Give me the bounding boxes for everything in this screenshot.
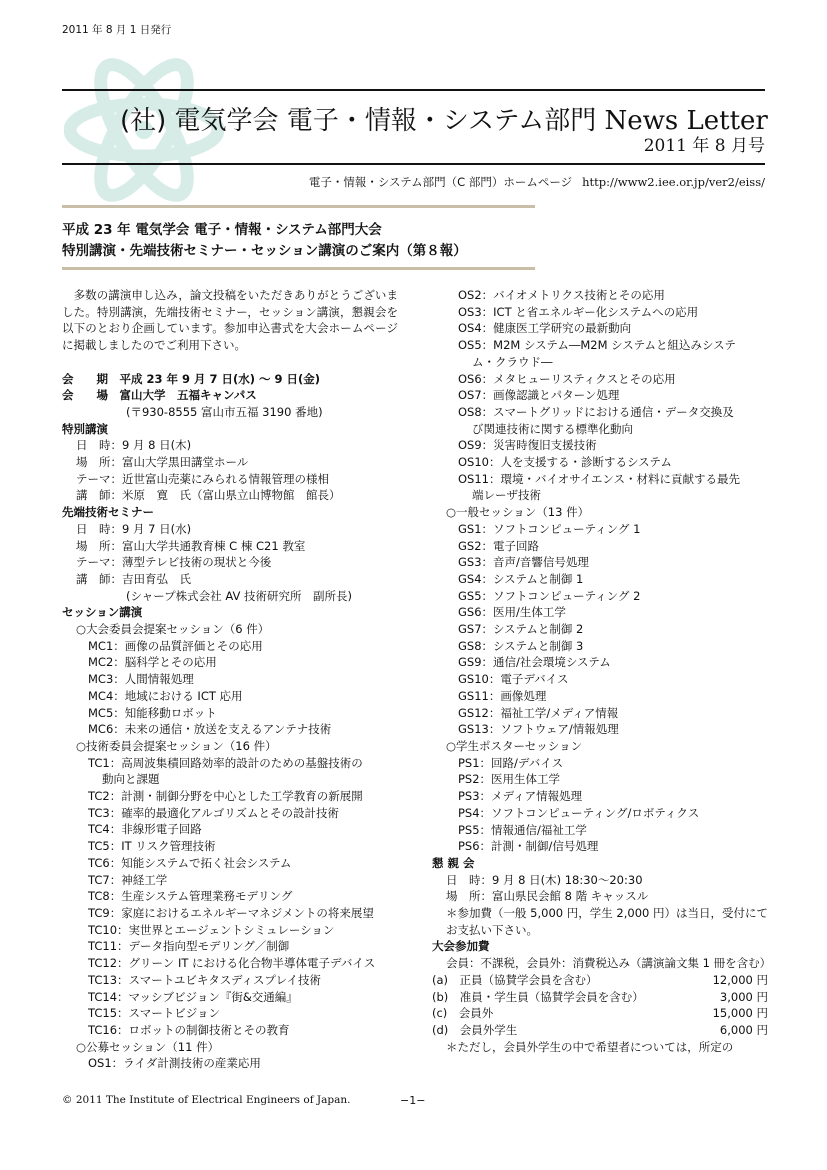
left-line: 日 時：9 月 8 日(木) — [76, 438, 192, 453]
left-line: セッション講演 — [62, 605, 143, 620]
right-line: GS13：ソフトウェア/情報処理 — [458, 722, 619, 737]
left-line: 先端技術セミナー — [62, 505, 154, 520]
announcement-line2: 特別講演・先端技術セミナー・セッション講演のご案内（第８報） — [62, 243, 467, 259]
left-line: 場 所：富山大学黒田講堂ホール — [76, 455, 249, 470]
left-line: MC1：画像の品質評価とその応用 — [88, 638, 263, 653]
left-line: ○公募セッション（11 件） — [76, 1039, 220, 1054]
right-line: GS11：画像処理 — [458, 688, 547, 703]
fee-row — [432, 972, 768, 989]
right-line: び関連技術に関する標準化動向 — [472, 421, 633, 436]
left-line: 講 師：米原 寛 氏（富山県立山博物館 館長） — [76, 488, 341, 503]
left-line: 講 師：吉田育弘 氏 — [76, 571, 191, 586]
left-line: (〒930-8555 富山市五福 3190 番地) — [126, 404, 323, 419]
announcement-heading — [62, 220, 467, 262]
right-line: GS3：音声/音響信号処理 — [458, 555, 589, 570]
fee-amount: 15,000 円 — [712, 1006, 768, 1021]
left-line: MC4：地域における ICT 応用 — [88, 688, 243, 703]
fee-row — [432, 1005, 768, 1022]
left-line: ○技術委員会提案セッション（16 件） — [76, 738, 277, 753]
right-line: PS2：医用生体工学 — [458, 772, 561, 787]
fee-amount: 12,000 円 — [712, 972, 768, 987]
title-en: News Letter — [604, 106, 768, 136]
right-line: GS12：福祉工学/メディア情報 — [458, 705, 619, 720]
right-line: GS5：ソフトコンピューティング 2 — [458, 588, 641, 603]
right-line: 大会参加費 — [432, 939, 490, 954]
left-line: TC15：スマートビジョン — [88, 1006, 221, 1021]
left-line: 会 期 平成 23 年 9 月 7 日(水) 〜 9 日(金) — [62, 371, 321, 386]
right-line: OS8：スマートグリッドにおける通信・データ交換及 — [458, 404, 734, 419]
left-line: MC5：知能移動ロボット — [88, 705, 217, 720]
fee-amount: 3,000 円 — [719, 989, 768, 1004]
left-line: 場 所：富山大学共通教育棟 C 棟 C21 教室 — [76, 538, 306, 553]
fee-label: (a) 正員（協賛学会員を含む） — [432, 972, 598, 987]
left-line: (シャープ株式会社 AV 技術研究所 副所長) — [126, 588, 352, 603]
fee-label: (d) 会員外学生 — [432, 1022, 518, 1037]
title-jp: (社) 電気学会 電子・情報・システム部門 — [120, 106, 605, 136]
announcement-bottom-rule — [62, 267, 535, 270]
right-line: GS2：電子回路 — [458, 538, 540, 553]
homepage-url[interactable]: http://www2.iee.or.jp/ver2/eiss/ — [582, 175, 765, 189]
homepage-line — [309, 174, 765, 190]
left-line: TC7：神経工学 — [88, 872, 168, 887]
left-line: 日 時：9 月 7 日(水) — [76, 521, 192, 536]
left-line: TC5：IT リスク管理技術 — [88, 839, 216, 854]
right-line: 場 所：富山県民会館 8 階 キャッスル — [446, 889, 649, 904]
homepage-label: 電子・情報・システム部門（C 部門）ホームページ — [308, 175, 573, 189]
right-line: PS6：計測・制御/信号処理 — [458, 839, 599, 854]
header-bottom-rule — [62, 163, 765, 165]
left-line: 多数の講演申し込み，論文投稿をいただきありがとうございました。特別講演，先端技術セミナー，セッション講演，懇親会を以下のとおり企画しています。参加申込書式を大会ホームページに掲載しましたのでご利用下さい。 — [62, 288, 398, 353]
left-line: テーマ：近世富山売薬にみられる情報管理の様相 — [76, 471, 329, 486]
left-line: TC13：スマートユビキタスディスプレイ技術 — [88, 972, 322, 987]
right-line: OS4：健康医工学研究の最新動向 — [458, 321, 632, 336]
left-line — [62, 354, 398, 371]
right-line: ＊ただし，会員外学生の中で希望者については，所定の — [446, 1039, 734, 1054]
right-line: OS6：メタヒューリスティクスとその応用 — [458, 371, 676, 386]
left-line: MC3：人間情報処理 — [88, 672, 194, 687]
footer-copyright: © 2011 The Institute of Electrical Engineers of Japan. — [62, 1094, 351, 1106]
announcement-top-rule — [62, 205, 535, 208]
header-top-rule — [62, 89, 765, 91]
fee-label: (c) 会員外 — [432, 1006, 494, 1021]
right-line: OS2：バイオメトリクス技術とその応用 — [458, 288, 665, 302]
right-line: GS8：システムと制御 3 — [458, 638, 584, 653]
right-line: GS10：電子デバイス — [458, 672, 569, 687]
right-line: GS9：通信/社会環境システム — [458, 655, 611, 670]
left-line: TC9：家庭におけるエネルギーマネジメントの将来展望 — [88, 906, 374, 920]
left-line: TC3：確率的最適化アルゴリズムとその設計技術 — [88, 805, 340, 820]
left-line: ○大会委員会提案セッション（6 件） — [76, 622, 270, 637]
left-line: TC2：計測・制御分野を中心とした工学教育の新展開 — [88, 789, 363, 804]
left-line: TC11：データ指向型モデリング／制御 — [88, 939, 290, 954]
left-line: MC2：脳科学とその応用 — [88, 655, 217, 670]
issue-label: 2011 年 8 月号 — [643, 136, 765, 156]
left-column — [62, 287, 398, 1072]
right-line: PS3：メディア情報処理 — [458, 789, 583, 804]
left-line: TC8：生産システム管理業務モデリング — [88, 889, 293, 904]
right-line: OS5：M2M システム―M2M システムと組込みシステ — [458, 338, 736, 353]
fee-label: (b) 准員・学生員（協賛学会員を含む） — [432, 989, 644, 1004]
left-line: TC14：マッシブビジョン『街&交通編』 — [88, 989, 298, 1004]
right-line: GS4：システムと制御 1 — [458, 571, 584, 586]
fee-amount: 6,000 円 — [719, 1022, 768, 1037]
right-line: ム・クラウド― — [472, 354, 553, 369]
left-line: TC6：知能システムで拓く社会システム — [88, 855, 292, 870]
left-line: TC4：非線形電子回路 — [88, 822, 202, 837]
right-line: PS1：回路/デバイス — [458, 755, 564, 770]
right-line: OS11：環境・バイオサイエンス・材料に貢献する最先 — [458, 471, 741, 486]
right-line: ○一般セッション（13 件） — [446, 505, 590, 520]
right-line: ＊参加費（一般 5,000 円，学生 2,000 円）は当日，受付にてお支払い下さい。 — [446, 906, 768, 937]
right-line: ○学生ポスターセッション — [446, 738, 583, 753]
right-line: OS10：人を支援する・診断するシステム — [458, 455, 672, 470]
announcement-line1: 平成 23 年 電気学会 電子・情報・システム部門大会 — [62, 222, 382, 238]
left-line: テーマ：薄型テレビ技術の現状と今後 — [76, 555, 272, 570]
right-line: PS5：情報通信/福祉工学 — [458, 822, 587, 837]
right-line: GS1：ソフトコンピューティング 1 — [458, 521, 641, 536]
right-line: OS7：画像認識とパターン処理 — [458, 388, 620, 403]
right-line: OS9：災害時復旧支援技術 — [458, 438, 597, 453]
left-line: 会 場 富山大学 五福キャンパス — [62, 388, 257, 403]
right-line: 懇 親 会 — [432, 855, 475, 870]
right-line: 日 時：9 月 8 日(木) 18:30〜20:30 — [446, 872, 643, 887]
fee-row — [432, 1022, 768, 1039]
right-line: GS6：医用/生体工学 — [458, 605, 566, 620]
right-line: PS4：ソフトコンピューティング/ロボティクス — [458, 805, 700, 820]
left-line: TC10：実世界とエージェントシミュレーション — [88, 922, 335, 937]
right-line: OS3：ICT と省エネルギー化システムへの応用 — [458, 304, 699, 319]
right-line: 会員：不課税，会員外：消費税込み（講演論文集 1 冊を含む） — [446, 956, 772, 971]
right-line: 端レーザ技術 — [472, 488, 541, 503]
left-line: 特別講演 — [62, 421, 108, 436]
left-line: TC1：高周波集積回路効率的設計のための基盤技術の — [88, 755, 363, 770]
left-line: TC12：グリーン IT における化合物半導体電子デバイス — [88, 956, 376, 971]
left-line: MC6：未来の通信・放送を支えるアンテナ技術 — [88, 722, 332, 737]
fee-row — [432, 989, 768, 1006]
right-column — [432, 287, 772, 1055]
right-line: GS7：システムと制御 2 — [458, 622, 584, 637]
left-line: TC16：ロボットの制御技術とその教育 — [88, 1022, 290, 1037]
publish-date: 2011 年 8 月 1 日発行 — [62, 24, 172, 36]
left-line: OS1：ライダ計測技術の産業応用 — [88, 1056, 261, 1071]
page-number: −1− — [400, 1094, 426, 1107]
left-line: 動向と課題 — [102, 772, 160, 787]
